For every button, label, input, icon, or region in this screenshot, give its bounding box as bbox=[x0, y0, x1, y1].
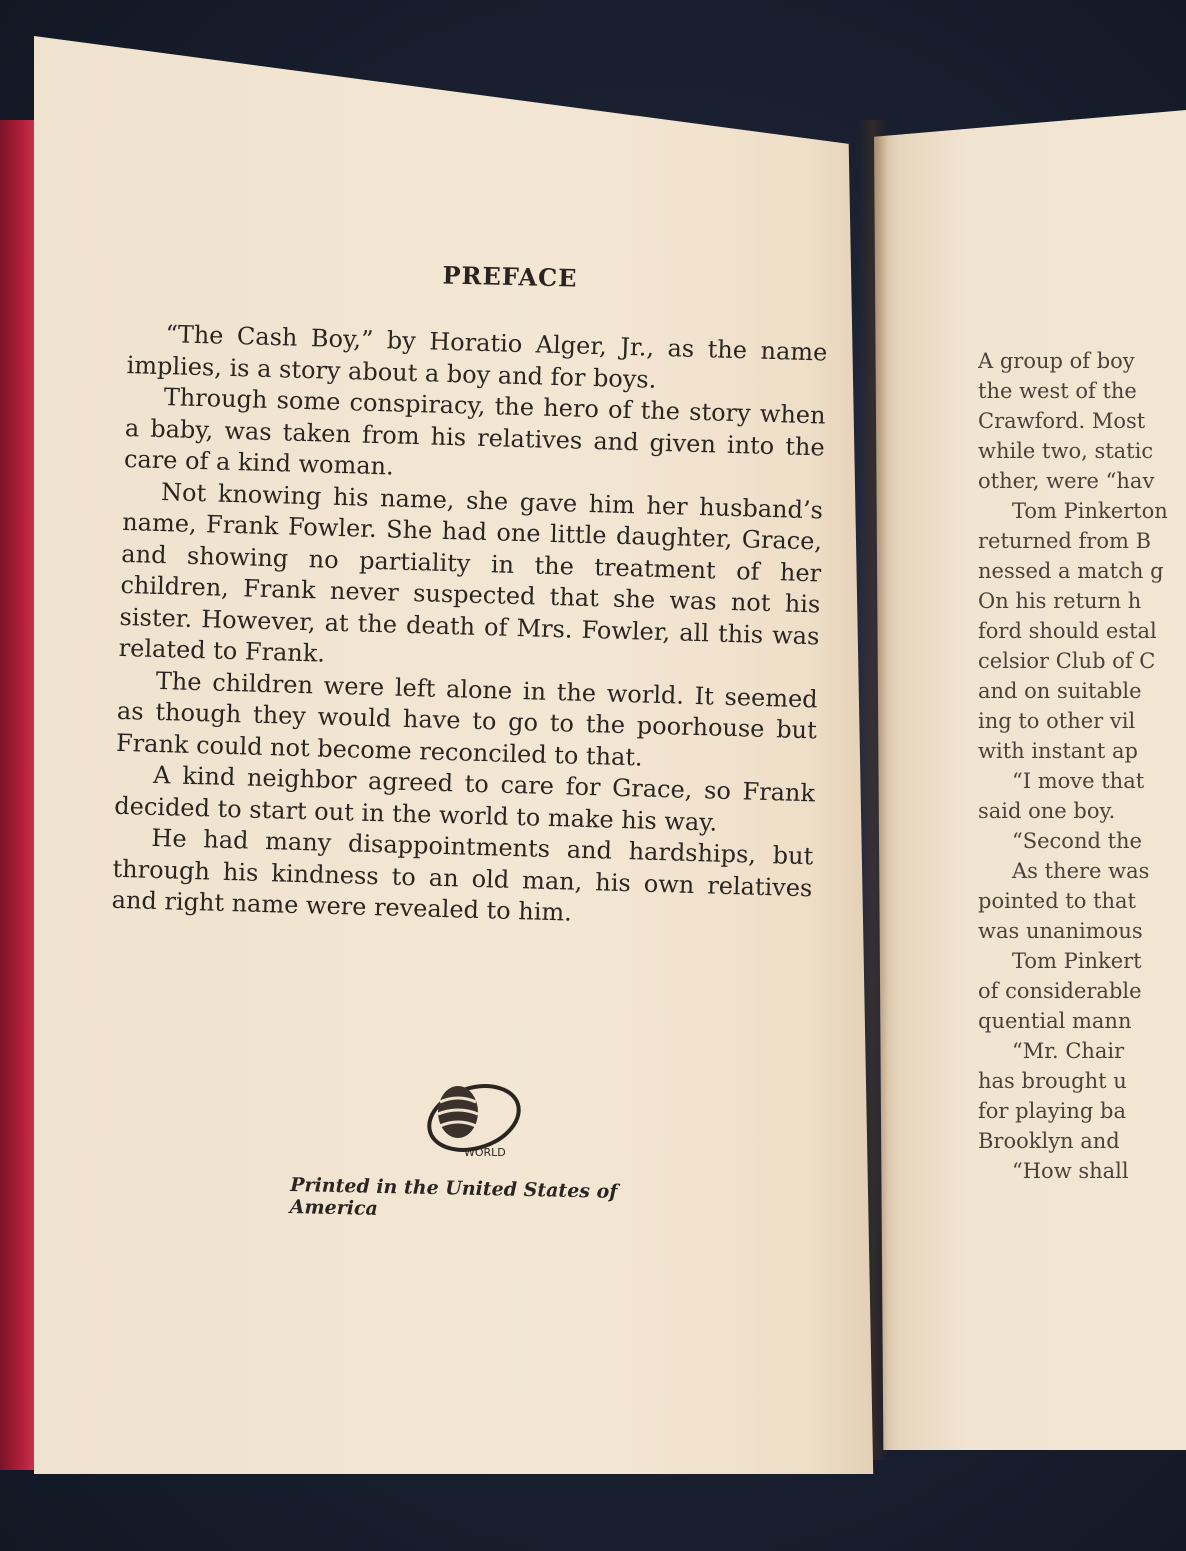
text-line: ing to other vil bbox=[978, 709, 1136, 733]
text-line: nessed a match g bbox=[978, 559, 1164, 583]
text-line: “Second the bbox=[1012, 829, 1142, 853]
page-title: PREFACE bbox=[442, 260, 578, 293]
text-line: with instant ap bbox=[978, 739, 1138, 763]
text-line: Brooklyn and bbox=[978, 1129, 1120, 1153]
text-line: was unanimous bbox=[978, 919, 1143, 943]
preface-text bbox=[111, 318, 827, 936]
facing-page-text bbox=[978, 346, 1186, 1186]
text-line: returned from B bbox=[978, 529, 1152, 553]
text-line: while two, static bbox=[978, 439, 1154, 463]
text-line: Tom Pinkert bbox=[1012, 949, 1142, 973]
text-line: other, were “hav bbox=[978, 469, 1155, 493]
text-line: As there was bbox=[1012, 859, 1150, 883]
text-line: the west of the bbox=[978, 379, 1137, 403]
publisher-emblem-icon bbox=[418, 1072, 526, 1164]
text-line: said one boy. bbox=[978, 799, 1116, 823]
paragraph: A kind neighbor agreed to care for Grace, so Frank decided to start out in the world to make his way. bbox=[113, 760, 816, 837]
text-line: ford should estal bbox=[978, 619, 1157, 643]
text-line: Tom Pinkerton bbox=[1012, 499, 1168, 523]
text-line: has brought u bbox=[978, 1069, 1127, 1093]
text-line: for playing ba bbox=[978, 1099, 1126, 1123]
paragraph: He had many disappointments and hardships, but through his kindness to an old man, his own relatives and right name were revealed to him. bbox=[111, 823, 814, 927]
paragraph: Through some conspiracy, the hero of the story when a baby, was taken from his relatives and given into the care of a kind woman. bbox=[123, 383, 826, 481]
text-line: “How shall bbox=[1012, 1159, 1129, 1183]
text-line: celsior Club of C bbox=[978, 649, 1156, 673]
text-line: A group of boy bbox=[978, 349, 1135, 373]
emblem-text: WORLD bbox=[464, 1146, 506, 1159]
text-line: On his return h bbox=[978, 589, 1142, 613]
text-line: “Mr. Chair bbox=[1012, 1039, 1125, 1063]
imprint-line: Printed in the United States of America bbox=[289, 1174, 618, 1220]
text-line: Crawford. Most bbox=[978, 409, 1146, 433]
paragraph: The children were left alone in the world. It seemed as though they would have to go to the poorhouse but Frank could not become reconciled to that. bbox=[115, 666, 819, 772]
text-line: quential mann bbox=[978, 1009, 1132, 1033]
text-line: “I move that bbox=[1012, 769, 1145, 793]
paragraph: Not knowing his name, she gave him her husband’s name, Frank Fowler. She had one little daughter, Grace, and showing no partiality in the treatment of her children, Frank never suspected that she was not his sister. However, at the death of Mrs. Fowler, all this was related to Frank. bbox=[118, 477, 824, 668]
text-line: of considerable bbox=[978, 979, 1142, 1003]
paragraph: “The Cash Boy,” by Horatio Alger, Jr., as the name implies, is a story about a boy and for boys. bbox=[126, 320, 828, 394]
text-line: and on suitable bbox=[978, 679, 1142, 703]
text-line: pointed to that bbox=[978, 889, 1136, 913]
